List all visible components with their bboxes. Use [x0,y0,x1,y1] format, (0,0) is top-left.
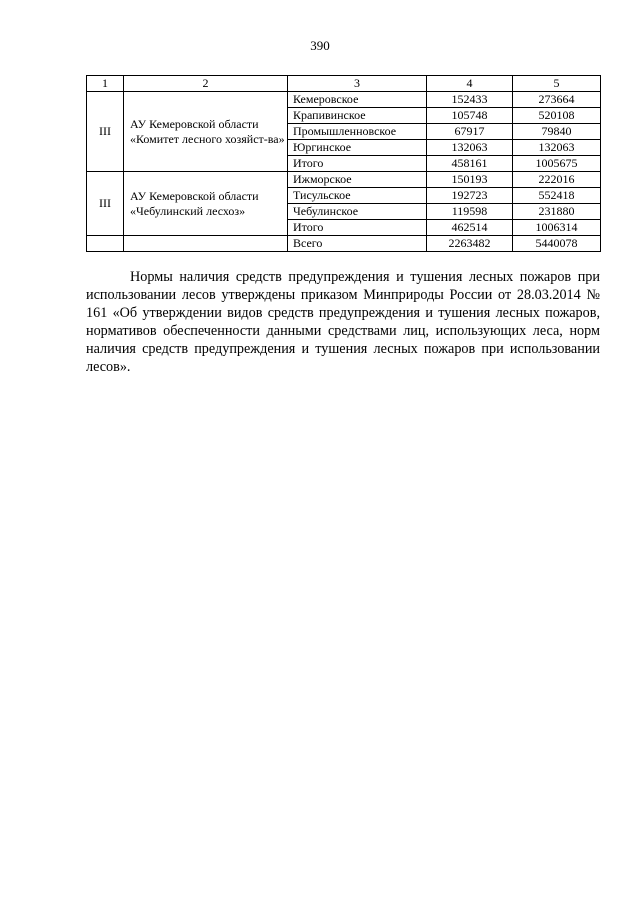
table-header-row [87,76,601,92]
value-cell: 150193 [427,172,513,188]
subtotal-value-cell: 458161 [427,156,513,172]
value-cell: 119598 [427,204,513,220]
forestry-name-cell: Ижморское [288,172,427,188]
page-number: 390 [310,38,330,53]
header-cell: 1 [87,76,124,92]
forestry-name-cell: Чебулинское [288,204,427,220]
subtotal-label-cell: Итого [288,156,427,172]
subtotal-value-cell: 1005675 [513,156,601,172]
forestry-name-cell: Крапивинское [288,108,427,124]
empty-cell [124,236,288,252]
value-cell: 273664 [513,92,601,108]
group-number-cell: III [87,172,124,236]
value-cell: 132063 [427,140,513,156]
subtotal-label-cell: Итого [288,220,427,236]
empty-cell [87,236,124,252]
header-cell: 4 [427,76,513,92]
value-cell: 231880 [513,204,601,220]
subtotal-value-cell: 462514 [427,220,513,236]
body-paragraph: Нормы наличия средств предупреждения и тушения лесных пожаров при использовании лесов утверждены приказом Минприроды России от 28.03.2014 № 161 «Об утверждении видов средств предупреждения и тушения лесных пожаров, нормативов обеспеченности данными средствами лиц, использующих леса, норм наличия средств предупреждения и тушения лесных пожаров при использовании лесов». [86,269,600,375]
organization-cell: АУ Кемеровской области «Комитет лесного хозяйст-ва» [124,92,288,172]
value-cell: 67917 [427,124,513,140]
value-cell: 79840 [513,124,601,140]
value-cell: 152433 [427,92,513,108]
total-row [87,236,601,252]
total-value-cell: 2263482 [427,236,513,252]
forestry-name-cell: Кемеровское [288,92,427,108]
forestry-name-cell: Юргинское [288,140,427,156]
data-table [86,75,601,252]
value-cell: 222016 [513,172,601,188]
header-cell: 5 [513,76,601,92]
table-row [87,92,601,108]
value-cell: 105748 [427,108,513,124]
value-cell: 552418 [513,188,601,204]
group-number-cell: III [87,92,124,172]
forestry-name-cell: Тисульское [288,188,427,204]
table-row [87,172,601,188]
forestry-name-cell: Промышленновское [288,124,427,140]
value-cell: 520108 [513,108,601,124]
value-cell: 192723 [427,188,513,204]
header-cell: 3 [288,76,427,92]
subtotal-value-cell: 1006314 [513,220,601,236]
organization-cell: АУ Кемеровской области «Чебулинский лесхоз» [124,172,288,236]
header-cell: 2 [124,76,288,92]
total-label-cell: Всего [288,236,427,252]
value-cell: 132063 [513,140,601,156]
total-value-cell: 5440078 [513,236,601,252]
